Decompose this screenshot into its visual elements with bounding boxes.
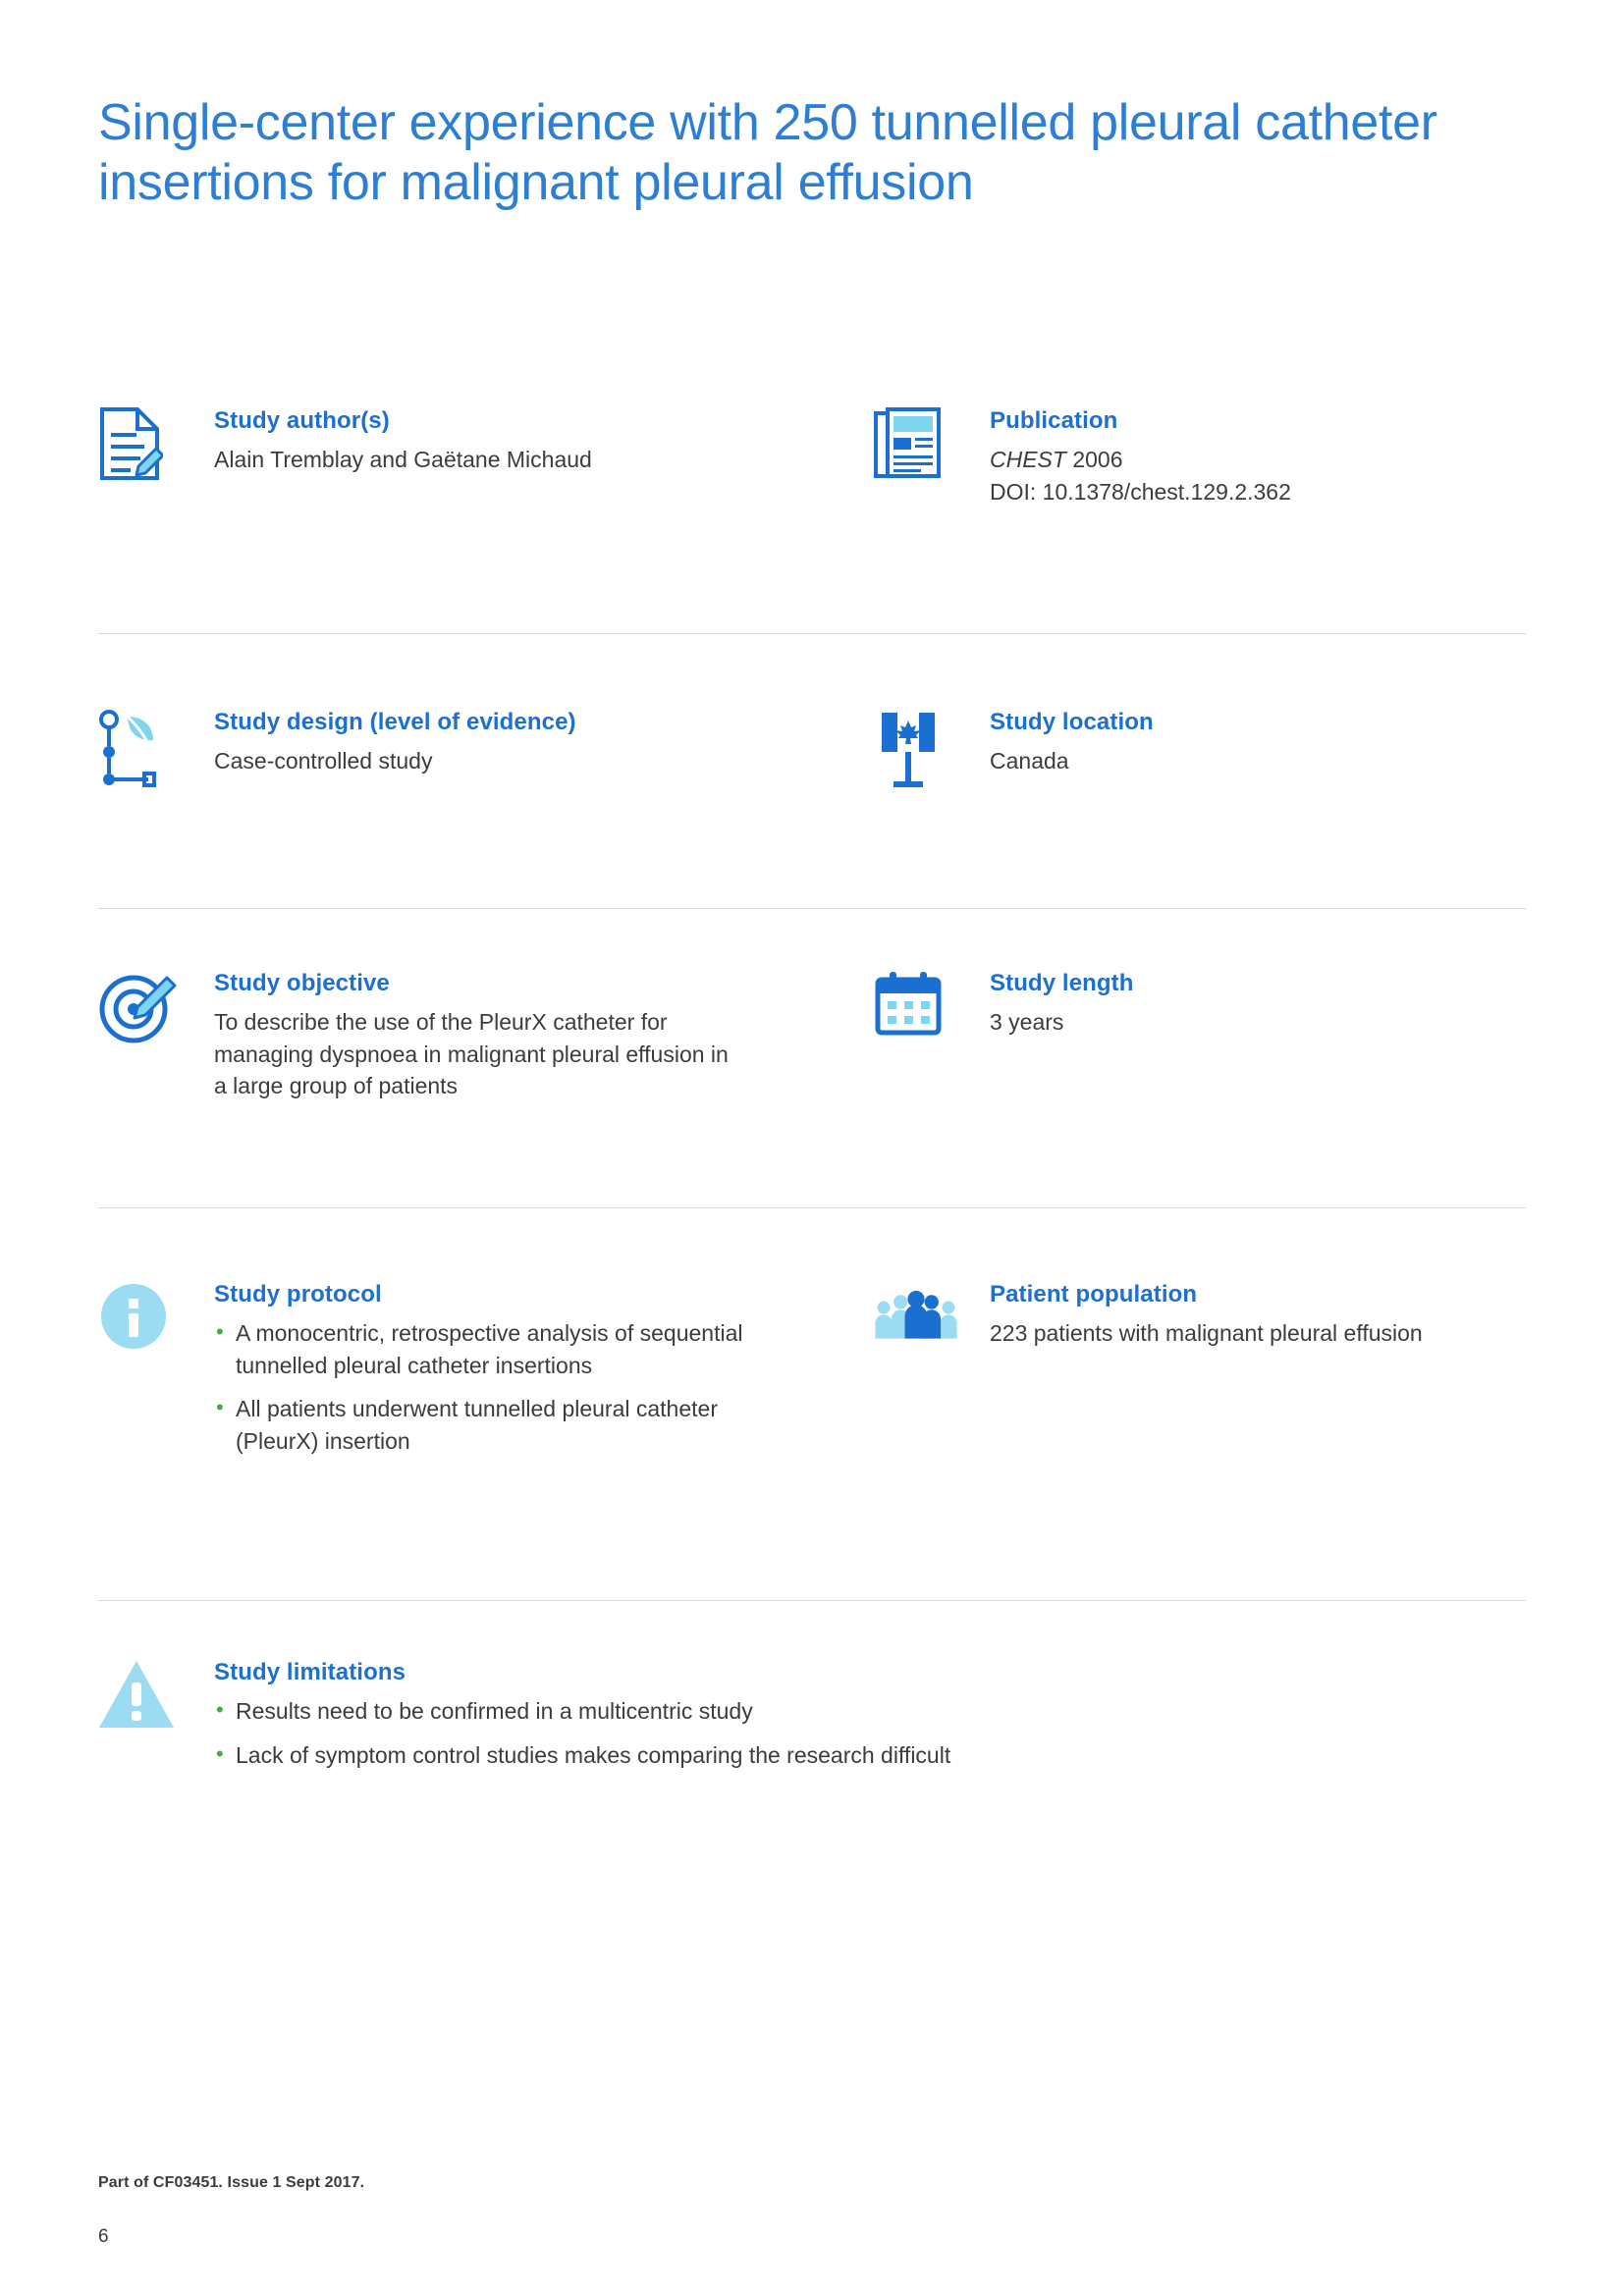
entry-study-location [874, 709, 1522, 787]
document-pencil-icon [98, 407, 183, 492]
study-design-icon [98, 709, 183, 793]
entry-study-limitations [98, 1659, 1526, 1771]
info-icon [98, 1281, 183, 1365]
study-location-value: Canada [990, 748, 1069, 774]
footer-note: Part of CF03451. Issue 1 Sept 2017. [98, 2174, 365, 2191]
study-objective-heading: Study objective [214, 970, 390, 996]
publication-doi: DOI: 10.1378/chest.129.2.362 [990, 478, 1291, 505]
warning-triangle-icon [98, 1659, 183, 1743]
patient-population-heading: Patient population [990, 1281, 1198, 1308]
divider-1 [98, 633, 1526, 634]
column-left [98, 1659, 1526, 1771]
target-pencil-icon [98, 970, 183, 1054]
divider-3 [98, 1207, 1526, 1208]
column-right [874, 709, 1522, 787]
study-length-heading: Study length [990, 970, 1134, 996]
entry-study-design [98, 709, 844, 787]
list-item: • Lack of symptom control studies makes comparing the research difficult [214, 1739, 1526, 1772]
entry-study-authors [98, 407, 844, 486]
study-authors-heading: Study author(s) [214, 407, 390, 434]
entry-publication [874, 407, 1522, 507]
calendar-icon [874, 970, 958, 1054]
divider-2 [98, 908, 1526, 909]
study-protocol-bullets [214, 1317, 764, 1458]
publication-heading: Publication [990, 407, 1118, 434]
patient-population-value: 223 patients with malignant pleural effusion [990, 1320, 1423, 1346]
list-item: • Results need to be confirmed in a multicentric study [214, 1695, 1526, 1728]
study-design-value: Case-controlled study [214, 748, 433, 774]
list-item: • A monocentric, retrospective analysis of sequential tunnelled pleural catheter insertions [214, 1317, 764, 1381]
column-left [98, 407, 844, 486]
column-right [874, 407, 1522, 507]
study-authors-value: Alain Tremblay and Gaëtane Michaud [214, 447, 592, 472]
newspaper-icon [874, 407, 958, 492]
study-limitations-bullets [214, 1695, 1526, 1771]
column-left [98, 970, 844, 1102]
study-length-value: 3 years [990, 1009, 1064, 1035]
page-number: 6 [98, 2226, 109, 2247]
study-location-heading: Study location [990, 709, 1154, 735]
people-group-icon [874, 1281, 958, 1365]
column-left [98, 709, 844, 787]
publication-journal: CHEST [990, 447, 1066, 472]
study-design-heading: Study design (level of evidence) [214, 709, 576, 735]
study-objective-value: To describe the use of the PleurX catheter for managing dyspnoea in malignant pleural effusion in a large group of patients [214, 1009, 729, 1099]
page-title: Single-center experience with 250 tunnelled pleural catheter insertions for malignant pleural effusion [98, 94, 1437, 211]
publication-year: 2006 [1072, 447, 1123, 472]
entry-study-objective [98, 970, 844, 1102]
study-limitations-heading: Study limitations [214, 1659, 406, 1685]
entry-patient-population [874, 1281, 1522, 1360]
publication-journal-year [990, 444, 1522, 476]
entry-study-length [874, 970, 1522, 1048]
canada-flag-icon [874, 709, 958, 793]
column-left [98, 1281, 844, 1458]
entry-study-protocol [98, 1281, 844, 1458]
column-right [874, 1281, 1522, 1360]
column-right [874, 970, 1522, 1048]
study-protocol-heading: Study protocol [214, 1281, 382, 1308]
divider-4 [98, 1600, 1526, 1601]
list-item: • All patients underwent tunnelled pleural catheter (PleurX) insertion [214, 1393, 764, 1457]
